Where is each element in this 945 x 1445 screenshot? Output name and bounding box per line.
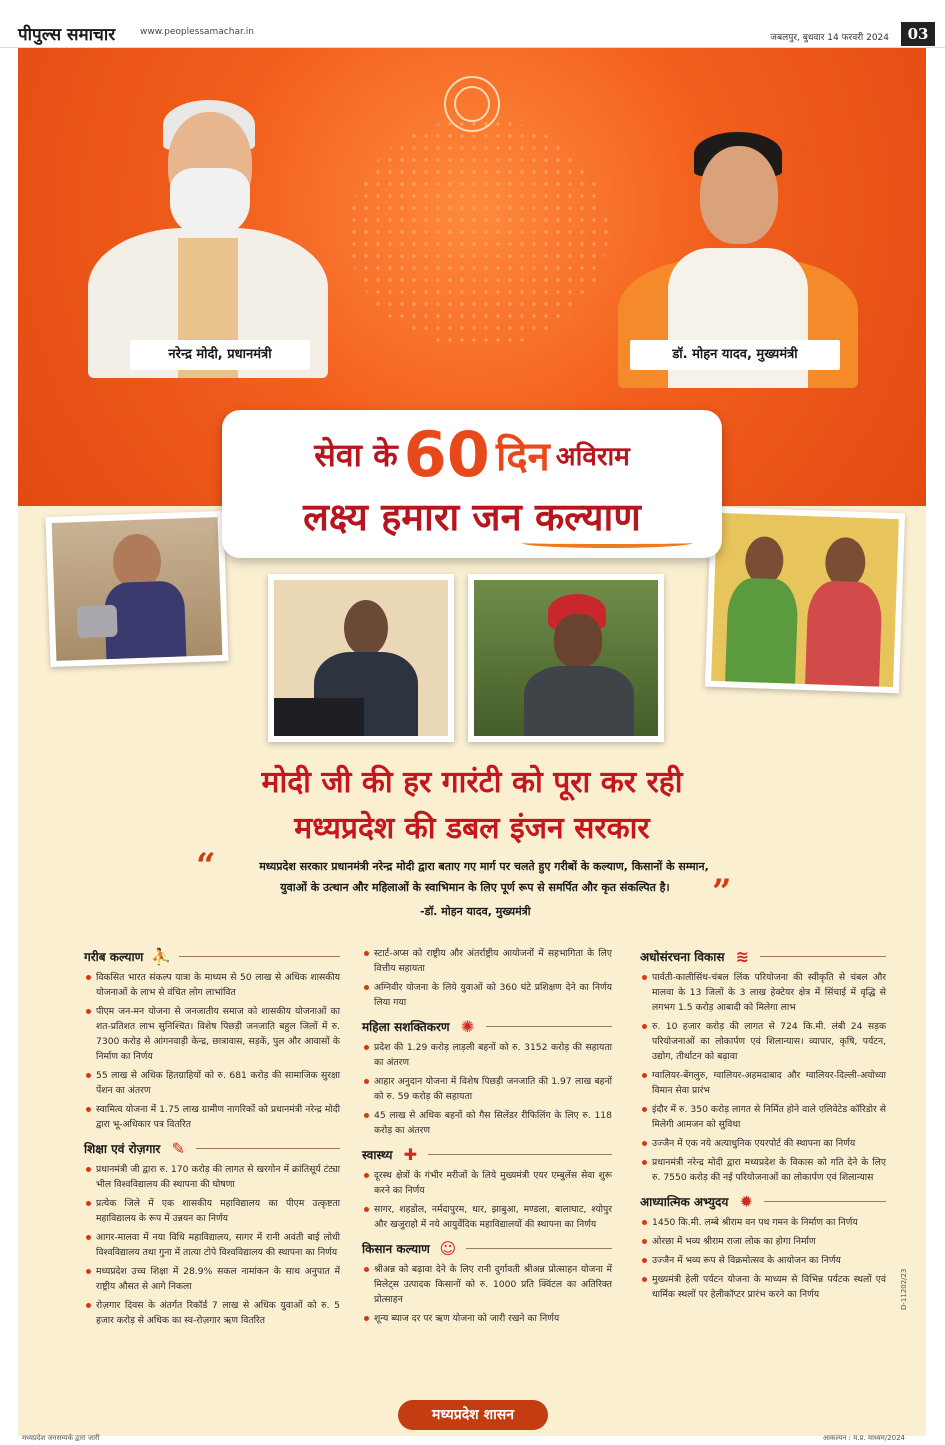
column-right xyxy=(640,940,886,1306)
quote-signature: -डॉ. मोहन यादव, मुख्यमंत्री xyxy=(420,905,531,918)
list-item: विकसित भारत संकल्प यात्रा के माध्यम से 50 लाख से अधिक शासकीय योजनाओं के लाभ से वंचित लोग लाभांवित xyxy=(84,970,340,1000)
list-item: 55 लाख से अधिक हितग्राहियों को रु. 681 करोड़ की सामाजिक सुरक्षा पेंशन का अंतरण xyxy=(84,1068,340,1098)
title-din: दिन xyxy=(495,434,550,480)
column-left xyxy=(84,940,340,1332)
list-item: दूरस्थ क्षेत्रों के गंभीर मरीजों के लिये मुख्यमंत्री एयर एम्बुलेंस सेवा शुरू करने का निर्णय xyxy=(362,1168,612,1198)
list-item: रु. 10 हजार करोड़ की लागत से 724 कि.मी. लंबी 24 सड़क परियोजनाओं का लोकार्पण एवं शिलान्यास। व्यापार, कृषि, पर्यटन, उद्योग, तीर्थाटन को बढ़ावा xyxy=(640,1019,886,1064)
list-item: मध्यप्रदेश उच्च शिक्षा में 28.9% सकल नामांकन के साथ अनुपात में राष्ट्रीय औसत से आगे निकला xyxy=(84,1264,340,1294)
list-item: पार्वती-कालीसिंध-चंबल लिंक परियोजना की स्वीकृति से चंबल और मालवा के 13 जिलों के 3 लाख हेक्टेयर क्षेत्र में सिंचाई में वृद्धि से लगभग 1.5 करोड़ आबादी को मिलेगा लाभ xyxy=(640,970,886,1015)
list-item: प्रधानमंत्री नरेन्द्र मोदी द्वारा मध्यप्रदेश के विकास को गति देने के लिए रु. 7550 करोड़ की नई परियोजनाओं का लोकार्पण एवं शिलान्यास xyxy=(640,1155,886,1185)
girl-drinking-water-photo xyxy=(45,511,228,667)
section-kisan-kalyan xyxy=(362,1238,612,1258)
list-item: सागर, शहडोल, नर्मदापुरम, धार, झाबुआ, मण्डला, बालाघाट, श्योपुर और खजुराहो में नये आयुर्वेदिक महाविद्यालयों की स्थापना का निर्णय xyxy=(362,1202,612,1232)
ad-code: D-11202/23 xyxy=(900,1268,908,1310)
young-professional-photo xyxy=(268,574,454,742)
mandala-icon: ✹ xyxy=(739,1191,754,1211)
list-item: 45 लाख से अधिक बहनों को गैस सिलेंडर रीफिलिंग के लिए रु. 118 करोड़ का अंतरण xyxy=(362,1108,612,1138)
section-adhosanrachna xyxy=(640,946,886,966)
section-title: किसान कल्याण xyxy=(362,1241,430,1256)
swasthya-list xyxy=(362,1168,612,1232)
list-item: शून्य ब्याज दर पर ऋण योजना को जारी रखने का निर्णय xyxy=(362,1311,612,1326)
list-item: प्रत्येक जिले में एक शासकीय महाविद्यालय का पीएम उत्कृष्टता महाविद्यालय के रूप में उन्नयन का निर्णय xyxy=(84,1196,340,1226)
campaign-title-card xyxy=(222,410,722,558)
prime-minister-caption: नरेन्द्र मोदी, प्रधानमंत्री xyxy=(130,340,310,370)
section-title: अधोसंरचना विकास xyxy=(640,949,725,964)
masthead xyxy=(0,0,945,48)
list-item: अग्निवीर योजना के लिये युवाओं को 360 घंटे प्रशिक्षण देने का निर्णय लिया गया xyxy=(362,980,612,1010)
mp-shasan-badge: मध्यप्रदेश शासन xyxy=(398,1400,548,1430)
section-title: स्वास्थ्य xyxy=(362,1147,393,1162)
chief-minister-caption: डॉ. मोहन यादव, मुख्यमंत्री xyxy=(630,340,840,370)
garib-kalyan-list xyxy=(84,970,340,1132)
headline-line-2: मध्यप्रदेश की डबल इंजन सरकार xyxy=(294,811,650,846)
list-item: स्टार्ट-अप्स को राष्ट्रीय और अंतर्राष्ट्रीय आयोजनों में सहभागिता के लिए वित्तीय सहायता xyxy=(362,946,612,976)
column-middle xyxy=(362,940,612,1330)
chief-minister-photo xyxy=(608,128,868,348)
list-item: मुख्यमंत्री हेली पर्यटन योजना के माध्यम से विभिन्न पर्यटक स्थलों एवं धार्मिक स्थलों पर हेलीकॉप्टर प्रारंभ करने का निर्णय xyxy=(640,1272,886,1302)
book-icon: ✎ xyxy=(171,1138,186,1158)
section-shiksha-rozgar xyxy=(84,1138,340,1158)
road-icon: ≋ xyxy=(735,946,750,966)
list-item: आगर-मालवा में नया विधि महाविद्यालय, सागर में रानी अवंती बाई लोधी विश्वविद्यालय तथा गुना में तात्या टोपे विश्वविद्यालय की स्थापना का निर्णय xyxy=(84,1230,340,1260)
farmer-photo xyxy=(468,574,664,742)
section-title: महिला सशक्तिकरण xyxy=(362,1019,450,1034)
list-item: ग्वालियर-बेंगलुरु, ग्वालियर-अहमदाबाद और ग्वालियर-दिल्ली-अयोध्या विमान सेवा प्रारंभ xyxy=(640,1068,886,1098)
newspaper-logo[interactable]: पीपुल्स समाचार xyxy=(18,25,116,45)
kisan-list xyxy=(362,1262,612,1326)
medical-cross-icon: ✚ xyxy=(403,1144,418,1164)
cm-quote xyxy=(190,856,760,898)
list-item: प्रदेश की 1.29 करोड़ लाड़ली बहनों को रु. 3152 करोड़ की सहायता का अंतरण xyxy=(362,1040,612,1070)
section-mahila-sashaktikaran xyxy=(362,1016,612,1036)
title-row-2: लक्ष्य हमारा जन कल्याण xyxy=(303,495,641,539)
title-seva: सेवा के xyxy=(314,436,398,474)
title-sixty: 60 xyxy=(403,418,490,491)
section-swasthya xyxy=(362,1144,612,1164)
headline-line-1: मोदी जी की हर गारंटी को पूरा कर रही xyxy=(261,765,683,800)
list-item: 1450 कि.मी. लम्बे श्रीराम वन पथ गमन के निर्माण का निर्णय xyxy=(640,1215,886,1230)
section-garib-kalyan xyxy=(84,946,340,966)
issuer-note: मध्यप्रदेश जनसम्पर्क द्वारा जारी xyxy=(22,1434,100,1442)
quote-line-2: युवाओं के उत्थान और महिलाओं के स्वाभिमान के लिए पूर्ण रूप से समर्पित और कृत संकल्पित है। xyxy=(280,881,670,894)
newspaper-url[interactable]: www.peoplessamachar.in xyxy=(140,27,254,37)
title-row-1 xyxy=(222,418,722,491)
list-item: रोज़गार दिवस के अंतर्गत रिकॉर्ड 7 लाख से अधिक युवाओं को रु. 5 हजार करोड़ से अधिक का स्व-रोज़गार ऋण वितरित xyxy=(84,1298,340,1328)
dot-pattern xyxy=(348,118,608,348)
mp-government-seal-icon xyxy=(444,76,500,132)
list-item: उज्जैन में एक नये अत्याधुनिक एयरपोर्ट की स्थापना का निर्णय xyxy=(640,1136,886,1151)
page-number: 03 xyxy=(901,22,935,46)
section-adhyatmik-abhyuday xyxy=(640,1191,886,1211)
section-title: शिक्षा एवं रोज़गार xyxy=(84,1141,161,1156)
close-quote-icon: ” xyxy=(712,872,732,912)
list-item: आहार अनुदान योजना में विशेष पिछड़ी जनजाति की 1.97 लाख बहनों को रु. 59 करोड़ की सहायता xyxy=(362,1074,612,1104)
list-item: पीएम जन-मन योजना से जनजातीय समाज को शासकीय योजनाओं का शत-प्रतिशत लाभ सुनिश्चित। विशेष पिछड़ी जनजाति बहुल जिलों में रु. 7300 करोड़ से आंगनवाड़ी केन्द्र, छात्रावास, सड़कें, पुल और आवासों के निर्माण का निर्णय xyxy=(84,1004,340,1064)
title-aviram: अविराम xyxy=(555,441,630,472)
farmer-icon: ☺ xyxy=(439,1238,457,1258)
shiksha-rozgar-list xyxy=(84,1162,340,1328)
design-credit: आकल्पन : म.प्र. माध्यम/2024 xyxy=(822,1434,905,1442)
mahila-list xyxy=(362,1040,612,1138)
edition-date: जबलपुर, बुधवार 14 फरवरी 2024 xyxy=(770,33,889,43)
list-item: प्रधानमंत्री जी द्वारा रु. 170 करोड़ की लागत से खरगोन में क्रांतिसूर्य टंट्या भील विश्वविद्यालय की स्थापना की घोषणा xyxy=(84,1162,340,1192)
list-item: उज्जैन में भव्य रूप से विक्रमोत्सव के आयोजन का निर्णय xyxy=(640,1253,886,1268)
startup-list xyxy=(362,946,612,1010)
list-item: इंदौर में रु. 350 करोड़ लागत से निर्मित होने वाले एलिवेटेड कॉरिडोर से मिलेगी आमजन को सुविधा xyxy=(640,1102,886,1132)
title-underline xyxy=(522,538,692,548)
open-quote-icon: “ xyxy=(196,846,216,886)
adhyatmik-list xyxy=(640,1215,886,1302)
sun-icon: ✺ xyxy=(460,1016,475,1036)
list-item: ओरछा में भव्य श्रीराम राजा लोक का होगा निर्माण xyxy=(640,1234,886,1249)
prime-minister-photo xyxy=(78,88,338,338)
section-title: आध्यात्मिक अभ्युदय xyxy=(640,1194,729,1209)
people-icon: ⛹ xyxy=(151,946,172,966)
list-item: स्वामित्व योजना में 1.75 लाख ग्रामीण नागरिकों को प्रधानमंत्री नरेन्द्र मोदी द्वारा भू-अधिकार पत्र वितरित xyxy=(84,1102,340,1132)
list-item: श्रीअन्न को बढ़ावा देने के लिए रानी दुर्गावती श्रीअन्न प्रोत्साहन योजना में मिलेट्स उत्पादक किसानों को रु. 1000 प्रति क्विंटल का अतिरिक्त प्रोत्साहन xyxy=(362,1262,612,1307)
quote-line-1: मध्यप्रदेश सरकार प्रधानमंत्री नरेन्द्र मोदी द्वारा बताए गए मार्ग पर चलते हुए गरीबों के कल्याण, किसानों के सम्मान, xyxy=(259,860,709,873)
section-title: गरीब कल्याण xyxy=(84,949,144,964)
women-photo xyxy=(705,507,905,694)
adhosanrachna-list xyxy=(640,970,886,1185)
